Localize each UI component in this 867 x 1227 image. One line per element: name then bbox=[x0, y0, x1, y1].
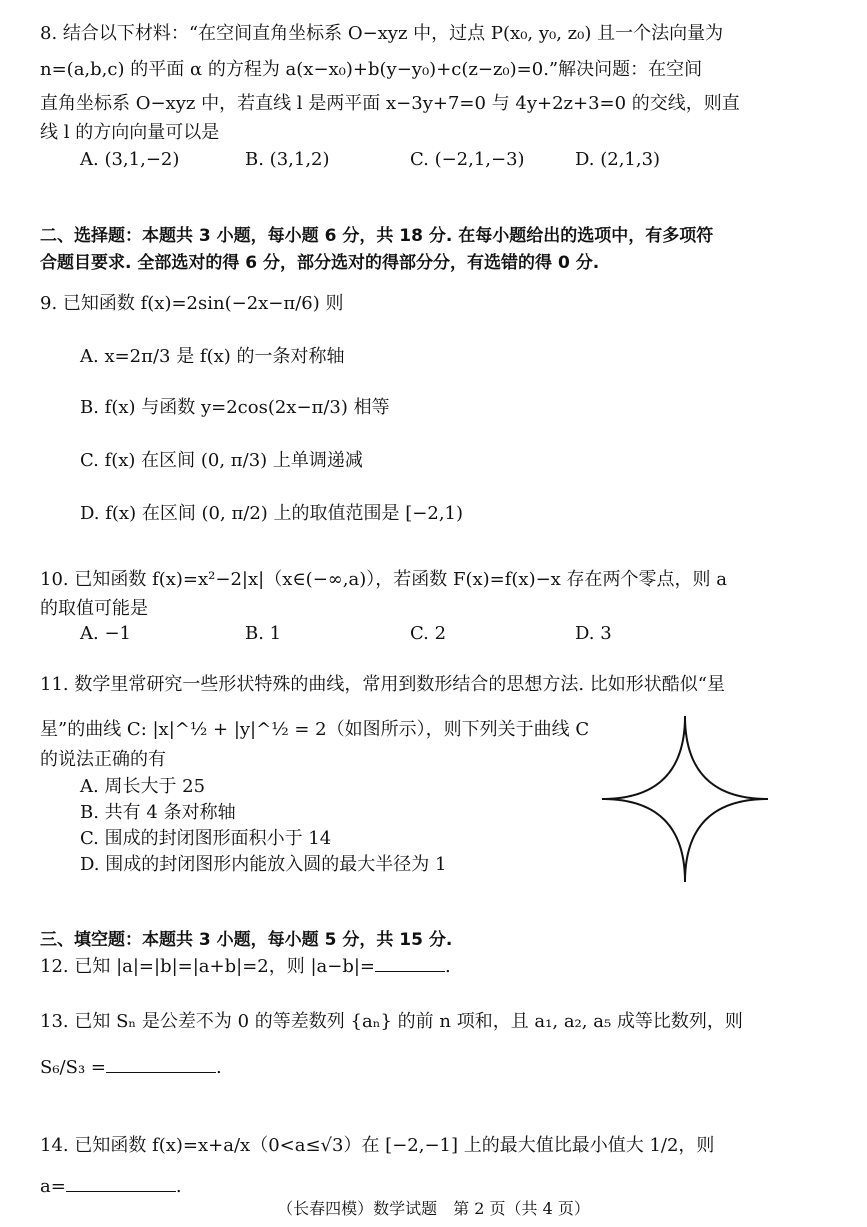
q8-line-4: 线 l 的方向向量可以是 bbox=[40, 122, 220, 143]
q8-options bbox=[80, 148, 827, 172]
q11-line-3: 的说法正确的有 bbox=[40, 749, 166, 770]
q10-option-c: C. 2 bbox=[410, 623, 447, 644]
q13-answer-blank[interactable] bbox=[106, 1056, 216, 1073]
q8-option-c: C. (−2,1,−3) bbox=[410, 149, 525, 170]
q10-options bbox=[80, 622, 827, 646]
q13-line-2 bbox=[40, 1056, 827, 1080]
q10-option-d: D. 3 bbox=[575, 623, 612, 644]
q9-option-a: A. x=2π/3 是 f(x) 的一条对称轴 bbox=[80, 346, 345, 367]
q13-line-1: 13. 已知 Sₙ 是公差不为 0 的等差数列 {aₙ} 的前 n 项和，且 a₁, a₂, a₅ 成等比数列，则 bbox=[40, 1011, 743, 1032]
q11-line-2: 星”的曲线 C: |x|^½ + |y|^½ = 2（如图所示），则下列关于曲线 C bbox=[40, 719, 590, 740]
q8-line-2: n=(a,b,c) 的平面 α 的方程为 a(x−x₀)+b(y−y₀)+c(z−z₀)=0.”解决问题：在空间 bbox=[40, 59, 703, 80]
q10-option-a: A. −1 bbox=[80, 623, 131, 644]
q11-option-b: B. 共有 4 条对称轴 bbox=[80, 802, 236, 823]
q11-option-d: D. 围成的封闭图形内能放入圆的最大半径为 1 bbox=[80, 854, 447, 875]
q10-option-b: B. 1 bbox=[245, 623, 282, 644]
q9-option-b: B. f(x) 与函数 y=2cos(2x−π/3) 相等 bbox=[80, 397, 390, 418]
q12-end: . bbox=[445, 956, 451, 977]
q14-line-1: 14. 已知函数 f(x)=x+a/x（0<a≤√3）在 [−2,−1] 上的最大值比最小值大 1/2，则 bbox=[40, 1135, 715, 1156]
q8-option-b: B. (3,1,2) bbox=[245, 149, 330, 170]
q9-stem: 9. 已知函数 f(x)=2sin(−2x−π/6) 则 bbox=[40, 293, 344, 314]
section-2-header-line-1: 二、选择题：本题共 3 小题，每小题 6 分，共 18 分. 在每小题给出的选项中，有多项符 bbox=[40, 226, 714, 246]
q9-option-d: D. f(x) 在区间 (0, π/2) 上的取值范围是 [−2,1) bbox=[80, 503, 464, 524]
q10-line-1: 10. 已知函数 f(x)=x²−2|x|（x∈(−∞,a)），若函数 F(x)=f(x)−x 存在两个零点，则 a bbox=[40, 569, 727, 590]
q9-option-c: C. f(x) 在区间 (0, π/3) 上单调递减 bbox=[80, 450, 363, 471]
page-footer: （长春四模）数学试题 第 2 页（共 4 页） bbox=[277, 1199, 590, 1218]
q12-line bbox=[40, 955, 827, 979]
q13-fraction: S₆/S₃ = bbox=[40, 1057, 106, 1078]
q13-end: . bbox=[215, 1057, 222, 1078]
q11-option-c: C. 围成的封闭图形面积小于 14 bbox=[80, 828, 332, 849]
q8-option-a: A. (3,1,−2) bbox=[80, 149, 180, 170]
q12-text: 12. 已知 |a|=|b|=|a+b|=2，则 |a−b|= bbox=[40, 956, 376, 977]
q14-end: . bbox=[175, 1176, 182, 1197]
q12-answer-blank[interactable] bbox=[375, 955, 445, 972]
q8-line-3: 直角坐标系 O−xyz 中，若直线 l 是两平面 x−3y+7=0 与 4y+2z+3=0 的交线，则直 bbox=[40, 93, 740, 114]
q10-line-2: 的取值可能是 bbox=[40, 598, 148, 619]
q8-option-d: D. (2,1,3) bbox=[575, 149, 661, 170]
q14-answer-blank[interactable] bbox=[66, 1175, 176, 1192]
q8-line-1: 8. 结合以下材料：“在空间直角坐标系 O−xyz 中，过点 P(x₀, y₀, z₀) 且一个法向量为 bbox=[40, 23, 724, 44]
q14-prefix: a= bbox=[40, 1176, 66, 1197]
q11-option-a: A. 周长大于 25 bbox=[80, 776, 206, 797]
astroid-star-figure bbox=[598, 712, 772, 886]
q11-line-1: 11. 数学里常研究一些形状特殊的曲线，常用到数形结合的思想方法. 比如形状酷似“星 bbox=[40, 674, 725, 695]
section-3-header: 三、填空题：本题共 3 小题，每小题 5 分，共 15 分. bbox=[40, 930, 453, 950]
section-2-header-line-2: 合题目要求. 全部选对的得 6 分，部分选对的得部分分，有选错的得 0 分. bbox=[40, 253, 600, 273]
